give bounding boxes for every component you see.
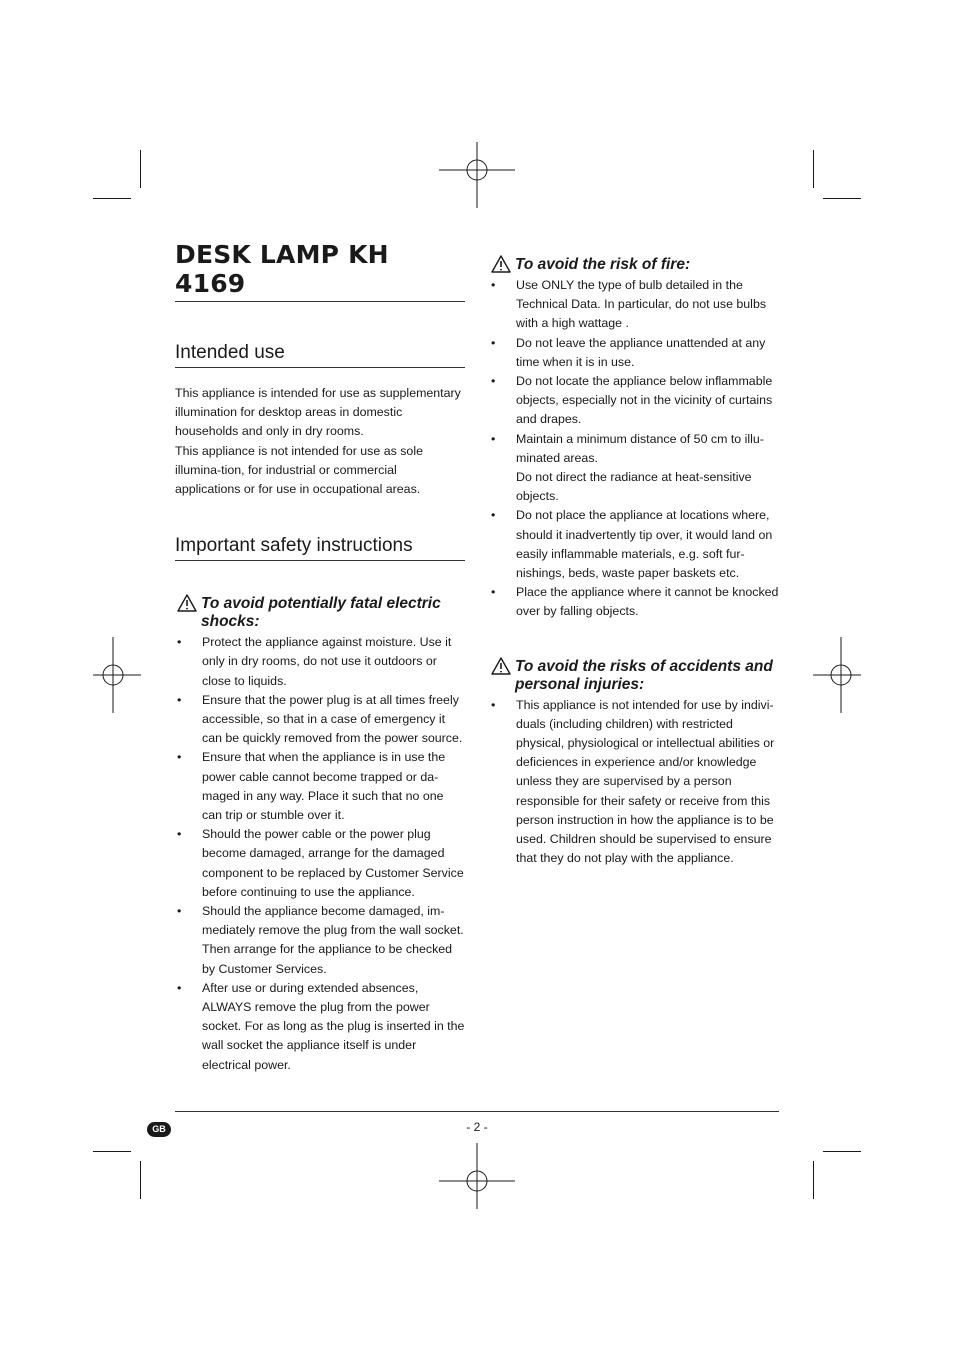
accidents-list <box>489 696 779 869</box>
list-item: • Do not leave the appliance unattended at any time when it is in use. <box>491 335 766 369</box>
page-number: - 2 - <box>466 1120 488 1134</box>
intended-use-paragraph: This appliance is not intended for use as sole illumina-tion, for industrial or commercial applications or for use in occupational areas. <box>175 443 423 497</box>
document-title: DESK LAMP KH 4169 <box>175 240 465 302</box>
crop-mark <box>823 198 861 199</box>
registration-crosshair-icon <box>439 1143 515 1219</box>
list-item: • Do not place the appliance at locations where, should it inadvertently tip over, it would land on easily inflammable materials, e.g. soft fur-nishings, beds, waste paper baskets etc. <box>491 508 773 581</box>
intended-use-heading: Intended use <box>175 342 465 368</box>
accidents-heading-text: To avoid the risks of accidents and personal injuries: <box>515 657 773 693</box>
fire-risk-list <box>489 276 779 622</box>
footer-rule <box>175 1111 779 1112</box>
fire-risk-heading-text: To avoid the risk of fire: <box>515 256 691 273</box>
crop-mark <box>813 150 814 188</box>
fire-risk-heading <box>489 256 779 274</box>
list-item: • Do not locate the appliance below inflammable objects, especially not in the vicinity of curtains and drapes. <box>491 374 773 427</box>
registration-crosshair-icon <box>803 637 879 713</box>
safety-instructions-heading: Important safety instructions <box>175 535 465 561</box>
crop-mark <box>140 1161 141 1199</box>
list-item: • Use ONLY the type of bulb detailed in the Technical Data. In particular, do not use bulbs with a high wattage . <box>491 278 767 331</box>
crop-mark <box>823 1151 861 1152</box>
list-item: • Should the power cable or the power plug become damaged, arrange for the damaged component to be replaced by Customer Service before continuing to use the appliance. <box>177 827 464 899</box>
crop-mark <box>140 150 141 188</box>
electric-shock-heading-text: To avoid potentially fatal electric shocks: <box>201 595 441 631</box>
list-item: • Place the appliance where it cannot be knocked over by falling objects. <box>491 585 779 619</box>
warning-triangle-icon <box>177 594 197 612</box>
warning-triangle-icon <box>491 255 511 273</box>
electric-shock-list <box>175 633 465 1075</box>
list-item: • After use or during extended absences, ALWAYS remove the plug from the power socket. For as long as the plug is inserted in the wall socket the appliance itself is under electrical power. <box>177 980 465 1072</box>
crop-mark <box>93 198 131 199</box>
intended-use-paragraph: This appliance is intended for use as supplementary illumination for desktop areas in domestic households and only in dry rooms. <box>175 386 461 439</box>
accidents-heading <box>489 658 779 694</box>
language-badge: GB <box>147 1122 171 1137</box>
warning-triangle-icon <box>491 657 511 675</box>
registration-crosshair-icon <box>75 637 151 713</box>
left-column <box>175 240 465 1075</box>
electric-shock-heading <box>175 595 465 631</box>
intended-use-text <box>175 384 465 499</box>
crop-mark <box>93 1151 131 1152</box>
list-item: • Protect the appliance against moisture. Use it only in dry rooms, do not use it outdoors or close to liquids. <box>177 635 452 688</box>
list-item: • Ensure that the power plug is at all times freely accessible, so that in a case of emergency it can be quickly removed from the power source. <box>177 692 463 746</box>
list-item: • Should the appliance become damaged, im-mediately remove the plug from the wall socket. Then arrange for the appliance to be checked by Customer Services. <box>177 904 464 976</box>
registration-crosshair-icon <box>439 132 515 208</box>
list-item: • Ensure that when the appliance is in use the power cable cannot become trapped or da-maged in any way. Place it such that no one can trip or stumble over it. <box>177 750 446 823</box>
crop-mark <box>813 1161 814 1199</box>
list-item: • Maintain a minimum distance of 50 cm to illu-minated areas. Do not direct the radiance at heat-sensitive objects. <box>491 431 764 504</box>
right-column <box>489 256 779 868</box>
list-item: • This appliance is not intended for use by indivi-duals (including children) with restricted physical, physiological or intellectual abilities or deficiences in experience and/or knowledge unless they are supervised by a person responsible for their safety or receive from this person instruction in how the appliance is to be used. Children should be supervised to ensure that they do not play with the appliance. <box>491 697 775 866</box>
